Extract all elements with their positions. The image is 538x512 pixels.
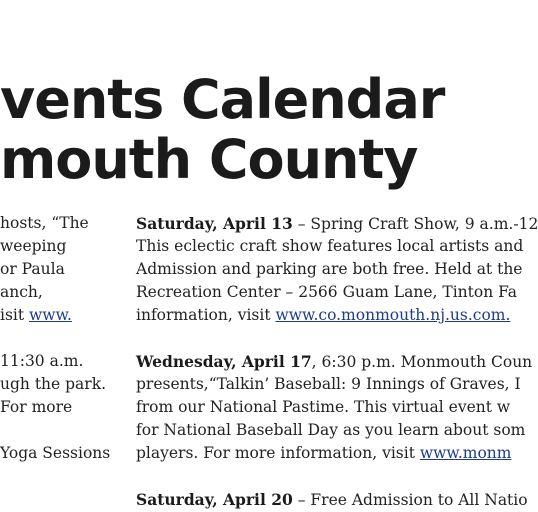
spacer <box>0 327 110 350</box>
event-1-line-5 <box>136 304 538 327</box>
event-2-line-1-rest: , 6:30 p.m. Monmouth Coun <box>311 353 533 371</box>
event-1-line-1-rest: – Spring Craft Show, 9 a.m.-12 <box>292 215 538 233</box>
left-column <box>0 212 110 465</box>
spacer <box>136 465 538 488</box>
event-2-line-5 <box>136 442 538 465</box>
page-title-line-1: vents Calendar <box>0 68 445 131</box>
event-2-date: Wednesday, April 17 <box>136 352 312 371</box>
event-2-link[interactable]: www.monm <box>419 444 512 462</box>
left-event-2-line-2: ugh the park. <box>0 375 107 393</box>
left-event-1-link[interactable]: www. <box>29 306 72 324</box>
event-1-line-5-text: information, visit <box>136 306 276 324</box>
left-event-1-line-5 <box>0 304 110 327</box>
event-3-date: Saturday, April 20 <box>136 490 293 509</box>
left-event-2-line-3: For more <box>0 398 73 416</box>
event-2-line-1 <box>136 350 538 373</box>
left-event-2-line-1: 11:30 a.m. <box>0 352 84 370</box>
left-event-1-line-1: hosts, “The <box>0 214 89 232</box>
event-2-line-5-text: players. For more information, visit <box>136 444 420 462</box>
left-event-1-line-3: or Paula <box>0 260 65 278</box>
left-event-1-line-5-text: isit <box>0 306 30 324</box>
left-event-1-line-4: anch, <box>0 283 43 301</box>
left-event-3-line-1: Yoga Sessions <box>0 444 111 462</box>
event-2-line-3: from our National Pastime. This virtual event w <box>136 398 511 416</box>
spacer <box>0 419 110 442</box>
event-1-line-1 <box>136 212 538 235</box>
event-1-line-3: Admission and parking are both free. Held at the <box>136 260 523 278</box>
event-3-line-1 <box>136 488 538 511</box>
page-title-line-2: mouth County <box>0 128 418 191</box>
event-1-line-4: Recreation Center – 2566 Guam Lane, Tinton Fa <box>136 283 518 301</box>
left-event-1-line-2: weeping <box>0 237 67 255</box>
right-column <box>136 212 538 511</box>
event-3-line-1-rest: – Free Admission to All Natio <box>292 491 528 509</box>
event-1-link[interactable]: www.co.monmouth.nj.us.com. <box>275 306 511 324</box>
event-2-line-4: for National Baseball Day as you learn about som <box>136 421 526 439</box>
event-1-date: Saturday, April 13 <box>136 214 293 233</box>
spacer <box>136 327 538 350</box>
event-1-line-2: This eclectic craft show features local artists and <box>136 237 524 255</box>
event-2-line-2: presents,“Talkin’ Baseball: 9 Innings of Graves, I <box>136 375 521 393</box>
